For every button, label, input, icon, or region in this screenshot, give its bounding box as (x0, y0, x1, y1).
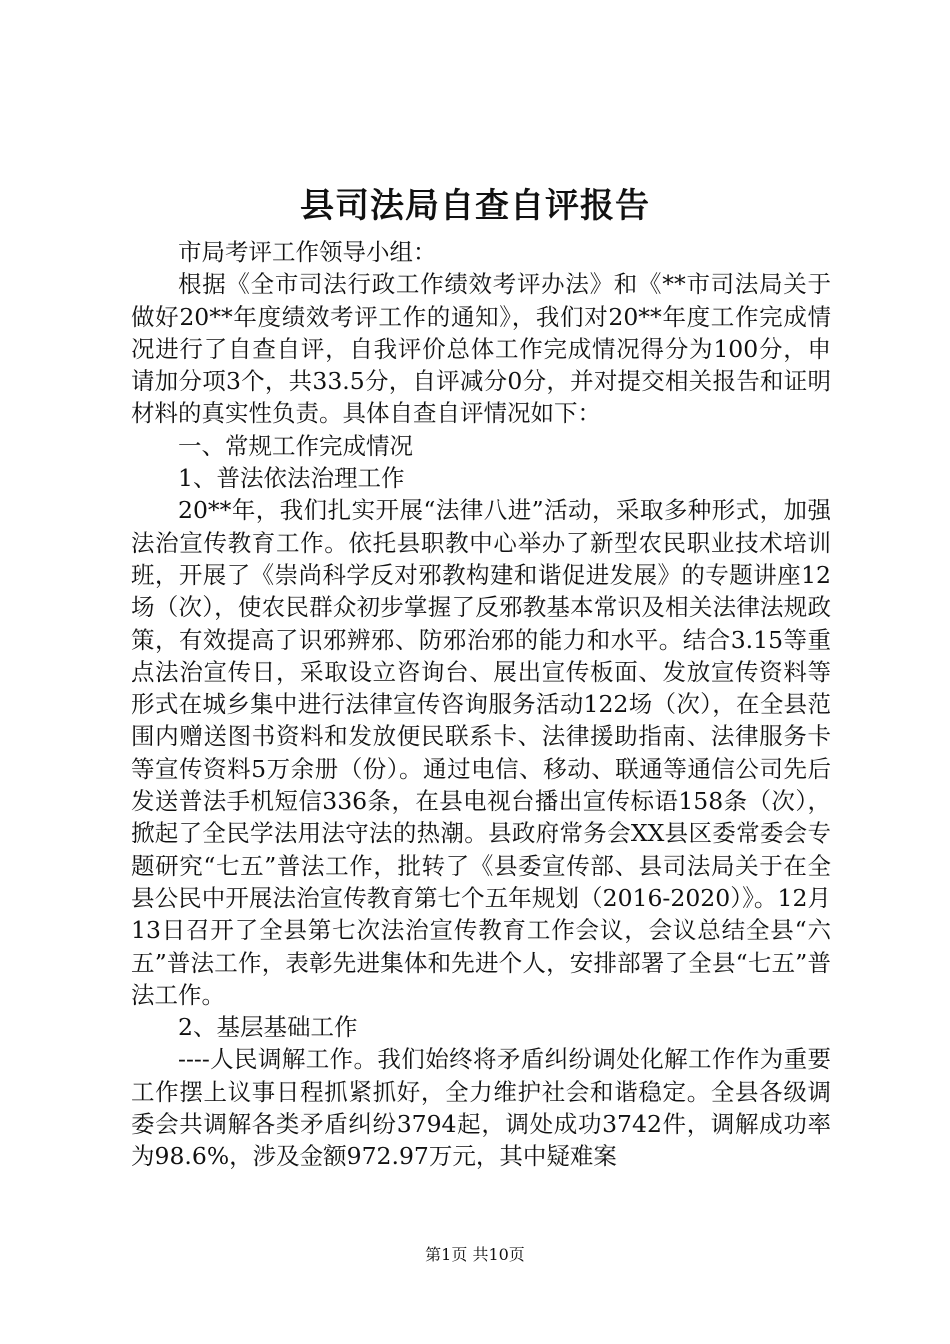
section-heading: 一、常规工作完成情况 (178, 431, 413, 460)
intro-paragraph: 根据《全市司法行政工作绩效考评办法》和《**市司法局关于做好20**年度绩效考评工作的通知》，我们对20**年度工作完成情况进行了自查自评，自我评价总体工作完成情况得分为100分，申请加分项3个，共33.5分，自评减分0分，并对提交相关报告和证明材料的真实性负责。具体自查自评情况如下： (131, 270, 831, 428)
salutation: 市局考评工作领导小组： (178, 238, 437, 266)
body-paragraph: ----人民调解工作。我们始终将矛盾纠纷调处化解工作作为重要工作摆上议事日程抓紧抓好，全力维护社会和谐稳定。全县各级调委会共调解各类矛盾纠纷3794起，调处成功3742件，调解成功率为98.6%，涉及金额972.97万元，其中疑难案 (131, 1045, 831, 1171)
page-number-footer: 第1页 共10页 (425, 1245, 525, 1264)
document-title: 县司法局自查自评报告 (300, 186, 650, 226)
subsection-heading: 1、普法依法治理工作 (178, 464, 405, 493)
body-paragraph: 20**年，我们扎实开展“法律八进”活动，采取多种形式，加强法治宣传教育工作。依托县职教中心举办了新型农民职业技术培训班，开展了《崇尚科学反对邪教构建和谐促进发展》的专题讲座12场（次），使农民群众初步掌握了反邪教基本常识及相关法律法规政策，有效提高了识邪辨邪、防邪治邪的能力和水平。结合3.15等重点法治宣传日，采取设立咨询台、展出宣传板面、发放宣传资料等形式在城乡集中进行法律宣传咨询服务活动122场（次），在全县范围内赠送图书资料和发放便民联系卡、法律援助指南、法律服务卡等宣传资料5万余册（份）。通过电信、移动、联通等通信公司先后发送普法手机短信336条，在县电视台播出宣传标语158条（次），掀起了全民学法用法守法的热潮。县政府常务会XX县区委常委会专题研究“七五”普法工作，批转了《县委宣传部、县司法局关于在全县公民中开展法治宣传教育第七个五年规划（2016-2020）》。12月13日召开了全县第七次法治宣传教育工作会议，会议总结全县“六五”普法工作，表彰先进集体和先进个人，安排部署了全县“七五”普法工作。 (131, 496, 831, 1009)
document-body (131, 236, 831, 1173)
subsection-heading: 2、基层基础工作 (178, 1013, 358, 1042)
